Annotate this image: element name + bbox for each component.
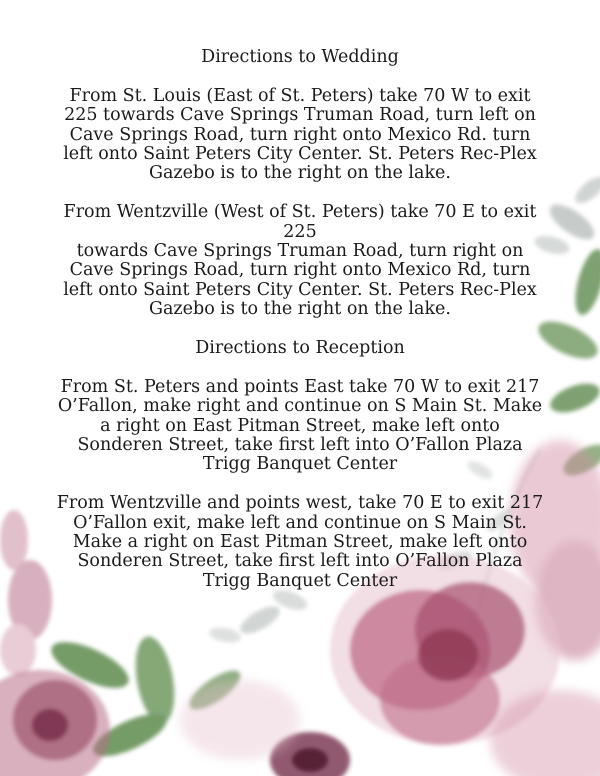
text-line: From Wentzville and points west, take 70 E to exit 217 xyxy=(56,493,544,514)
text-line: Make a right on East Pitman Street, make left onto xyxy=(72,532,528,553)
text-line: Sonderen Street, take first left into O’Fallon Plaza xyxy=(77,551,523,572)
text-line: a right on East Pitman Street, make left onto xyxy=(100,415,500,436)
directions-document xyxy=(40,48,560,591)
text-line: 225 towards Cave Springs Truman Road, turn left on xyxy=(64,105,536,126)
text-line: From St. Louis (East of St. Peters) take 70 W to exit xyxy=(69,85,531,106)
reception-directions-heading: Directions to Reception xyxy=(195,338,405,359)
text-line: Trigg Banquet Center xyxy=(202,570,398,591)
gray-leaf-cluster-bottom-mid xyxy=(208,586,310,644)
text-line: 225 xyxy=(283,221,317,242)
text-line: O’Fallon exit, make left and continue on S Main St. xyxy=(73,512,527,533)
spacer xyxy=(40,67,560,86)
text-line: Gazebo is to the right on the lake. xyxy=(149,163,451,184)
spacer xyxy=(40,320,560,339)
reception-directions-from-east xyxy=(40,378,560,475)
text-line: Trigg Banquet Center xyxy=(202,454,398,475)
text-line: From Wentzville (West of St. Peters) take 70 E to exit xyxy=(63,202,537,223)
text-line: left onto Saint Peters City Center. St. Peters Rec-Plex xyxy=(63,279,537,300)
spacer xyxy=(40,358,560,377)
text-line: From St. Peters and points East take 70 W to exit 217 xyxy=(60,376,540,397)
text-line: Gazebo is to the right on the lake. xyxy=(149,299,451,320)
text-line: Sonderen Street, take first left into O’Fallon Plaza xyxy=(77,435,523,456)
wedding-directions-from-west xyxy=(40,203,560,319)
spacer xyxy=(40,184,560,203)
flower-bottom-left xyxy=(0,670,110,776)
text-line: O’Fallon, make right and continue on S Main St. Make xyxy=(57,396,543,417)
spacer xyxy=(40,475,560,494)
text-line: Cave Springs Road, turn right onto Mexico Rd. turn xyxy=(69,124,531,145)
text-line: Cave Springs Road, turn right onto Mexico Rd, turn xyxy=(69,260,531,281)
wedding-directions-from-east xyxy=(40,87,560,184)
wedding-directions-heading: Directions to Wedding xyxy=(201,47,399,67)
reception-directions-from-west xyxy=(40,494,560,591)
text-line: towards Cave Springs Truman Road, turn right on xyxy=(76,241,524,262)
text-line: left onto Saint Peters City Center. St. Peters Rec-Plex xyxy=(63,144,537,165)
